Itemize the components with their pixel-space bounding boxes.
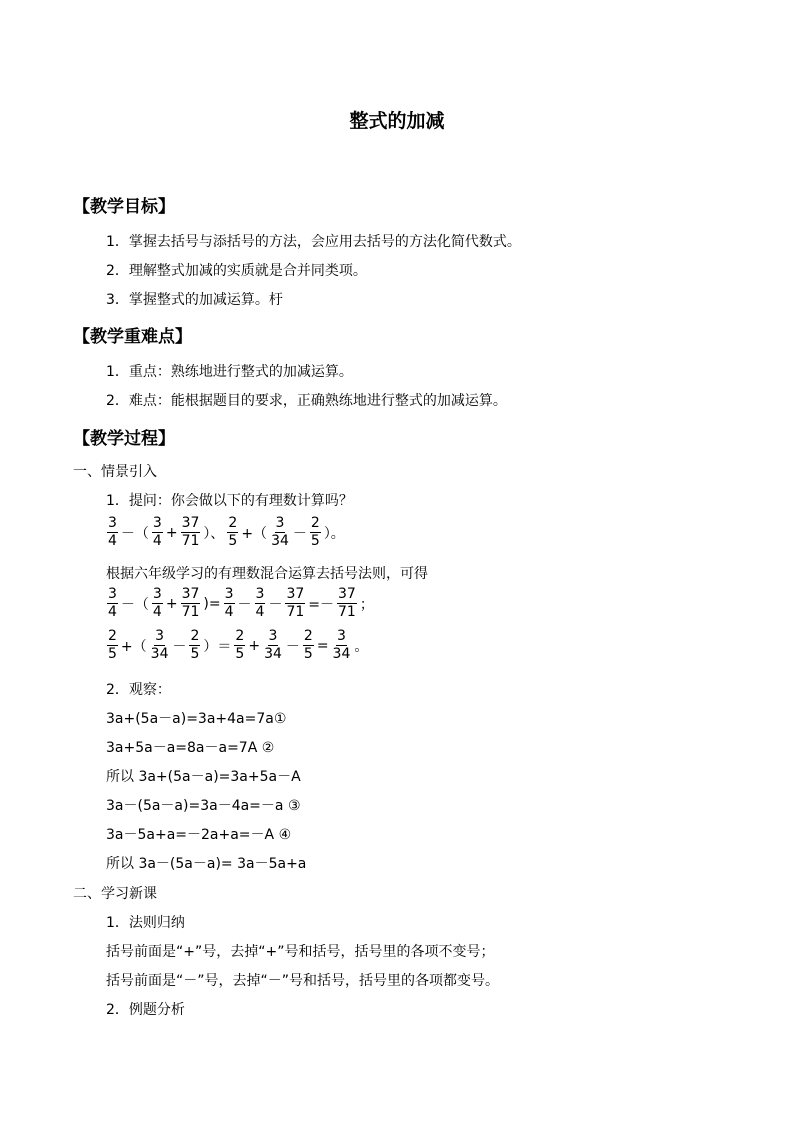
- operator: +: [165, 524, 178, 541]
- numerator: 3: [255, 586, 265, 602]
- denominator: 34: [150, 646, 169, 662]
- difficulty-item-1: 1．重点：熟练地进行整式的加减运算。: [106, 364, 353, 380]
- fraction: [181, 586, 201, 621]
- equation-1: [106, 515, 347, 550]
- numerator: 3: [108, 515, 117, 531]
- difficulty-item-2: 2．难点：能根据题目的要求，正确熟练地进行整式的加减运算。: [106, 393, 507, 409]
- numerator: 3: [224, 586, 234, 602]
- operator: －: [292, 525, 307, 542]
- denominator: 71: [181, 604, 200, 620]
- fraction: [107, 628, 118, 663]
- observation-line-2: 3a+5a－a=8a－a=7A ②: [106, 740, 275, 756]
- numerator: 2: [303, 628, 313, 644]
- denominator: 5: [310, 533, 320, 549]
- operator: ）。: [323, 525, 345, 542]
- operator: －（: [120, 525, 149, 542]
- section-key-difficulties: 【教学重难点】: [73, 327, 192, 347]
- numerator: 3: [337, 628, 346, 644]
- operator: ；: [359, 596, 374, 613]
- numerator: 37: [286, 586, 305, 602]
- observation-conclusion-1: 所以 3a+(5a－a)=3a+5a－A: [106, 769, 301, 785]
- part1-heading: 一、情景引入: [73, 464, 157, 480]
- operator: =－: [308, 596, 335, 613]
- operator: +（: [120, 638, 147, 655]
- observation-line-3: 3a－(5a－a)=3a－4a=－a ③: [106, 798, 301, 814]
- numerator: 37: [181, 586, 200, 602]
- denominator: 71: [286, 604, 305, 620]
- section-teaching-goals: 【教学目标】: [73, 197, 175, 217]
- question-1: 1．提问：你会做以下的有理数计算吗？: [106, 493, 353, 509]
- fraction: [189, 628, 200, 663]
- numerator: 37: [181, 515, 200, 531]
- rule-intro-text: 根据六年级学习的有理数混合运算去括号法则，可得: [106, 566, 428, 582]
- denominator: 34: [271, 533, 289, 549]
- fraction: [181, 515, 201, 550]
- fraction: [337, 586, 357, 621]
- page-title: 整式的加减: [349, 110, 445, 132]
- observation-conclusion-2: 所以 3a－(5a－a)= 3a－5a+a: [106, 856, 307, 872]
- denominator: 4: [108, 604, 117, 620]
- operator: －: [268, 596, 283, 613]
- denominator: 71: [181, 533, 200, 549]
- numerator: 37: [338, 586, 356, 602]
- equation-3: [106, 628, 370, 663]
- operator: －（: [120, 596, 149, 613]
- fraction: [303, 628, 314, 663]
- denominator: 4: [255, 604, 265, 620]
- denominator: 5: [108, 646, 117, 662]
- numerator: 3: [152, 586, 162, 602]
- rule-plus: 括号前面是“+”号，去掉“+”号和括号，括号里的各项不变号；: [106, 944, 495, 960]
- denominator: 5: [235, 646, 245, 662]
- fraction: [152, 586, 163, 621]
- rule-minus: 括号前面是“－”号，去掉“－”号和括号，括号里的各项都变号。: [106, 973, 500, 989]
- operator: +: [248, 637, 261, 654]
- observation-line-4: 3a－5a+a=－2a+a=－A ④: [106, 827, 292, 843]
- denominator: 5: [303, 646, 313, 662]
- denominator: 34: [332, 646, 351, 662]
- goal-item-2: 2．理解整式加减的实质就是合并同类项。: [106, 263, 367, 279]
- part2-heading: 二、学习新课: [73, 886, 157, 902]
- operator: 。: [354, 638, 369, 655]
- numerator: 3: [275, 515, 285, 531]
- fraction: [310, 515, 321, 550]
- observation-line-1: 3a+(5a－a)=3a+4a=7a①: [106, 711, 287, 727]
- numerator: 2: [228, 515, 238, 531]
- observe-label: 2．观察：: [106, 682, 171, 698]
- denominator: 4: [108, 533, 117, 549]
- fraction: [263, 628, 283, 663]
- denominator: 5: [228, 533, 238, 549]
- fraction: [332, 628, 352, 663]
- section-teaching-process: 【教学过程】: [73, 429, 175, 449]
- operator: －: [285, 638, 300, 655]
- fraction: [227, 515, 238, 550]
- operator: )=: [203, 595, 221, 612]
- operator: +: [165, 595, 178, 612]
- denominator: 4: [152, 604, 162, 620]
- equation-2: [106, 586, 376, 621]
- denominator: 4: [152, 533, 162, 549]
- fraction: [150, 628, 170, 663]
- numerator: 3: [155, 628, 165, 644]
- goal-item-3: 3．掌握整式的加减运算。杅: [106, 292, 283, 308]
- operator: ）、: [203, 525, 225, 542]
- fraction: [285, 586, 305, 621]
- fraction: [255, 586, 266, 621]
- operator: －: [237, 596, 252, 613]
- denominator: 71: [338, 604, 356, 620]
- fraction: [234, 628, 245, 663]
- numerator: 3: [152, 515, 162, 531]
- example-title: 2．例题分析: [106, 1002, 185, 1018]
- numerator: 3: [268, 628, 278, 644]
- operator: +（: [241, 525, 268, 542]
- fraction: [107, 586, 118, 621]
- numerator: 3: [108, 586, 117, 602]
- operator: ）＝: [203, 638, 232, 655]
- fraction: [270, 515, 290, 550]
- denominator: 34: [264, 646, 282, 662]
- numerator: 2: [235, 628, 245, 644]
- fraction: [152, 515, 163, 550]
- numerator: 2: [190, 628, 200, 644]
- fraction: [224, 586, 235, 621]
- operator: －: [172, 638, 187, 655]
- fraction: [107, 515, 118, 550]
- rule-title: 1．法则归纳: [106, 915, 185, 931]
- numerator: 2: [108, 628, 117, 644]
- goal-item-1: 1．掌握去括号与添括号的方法，会应用去括号的方法化简代数式。: [106, 234, 521, 250]
- denominator: 4: [224, 604, 234, 620]
- denominator: 5: [190, 646, 200, 662]
- numerator: 2: [310, 515, 320, 531]
- operator: =: [316, 637, 329, 654]
